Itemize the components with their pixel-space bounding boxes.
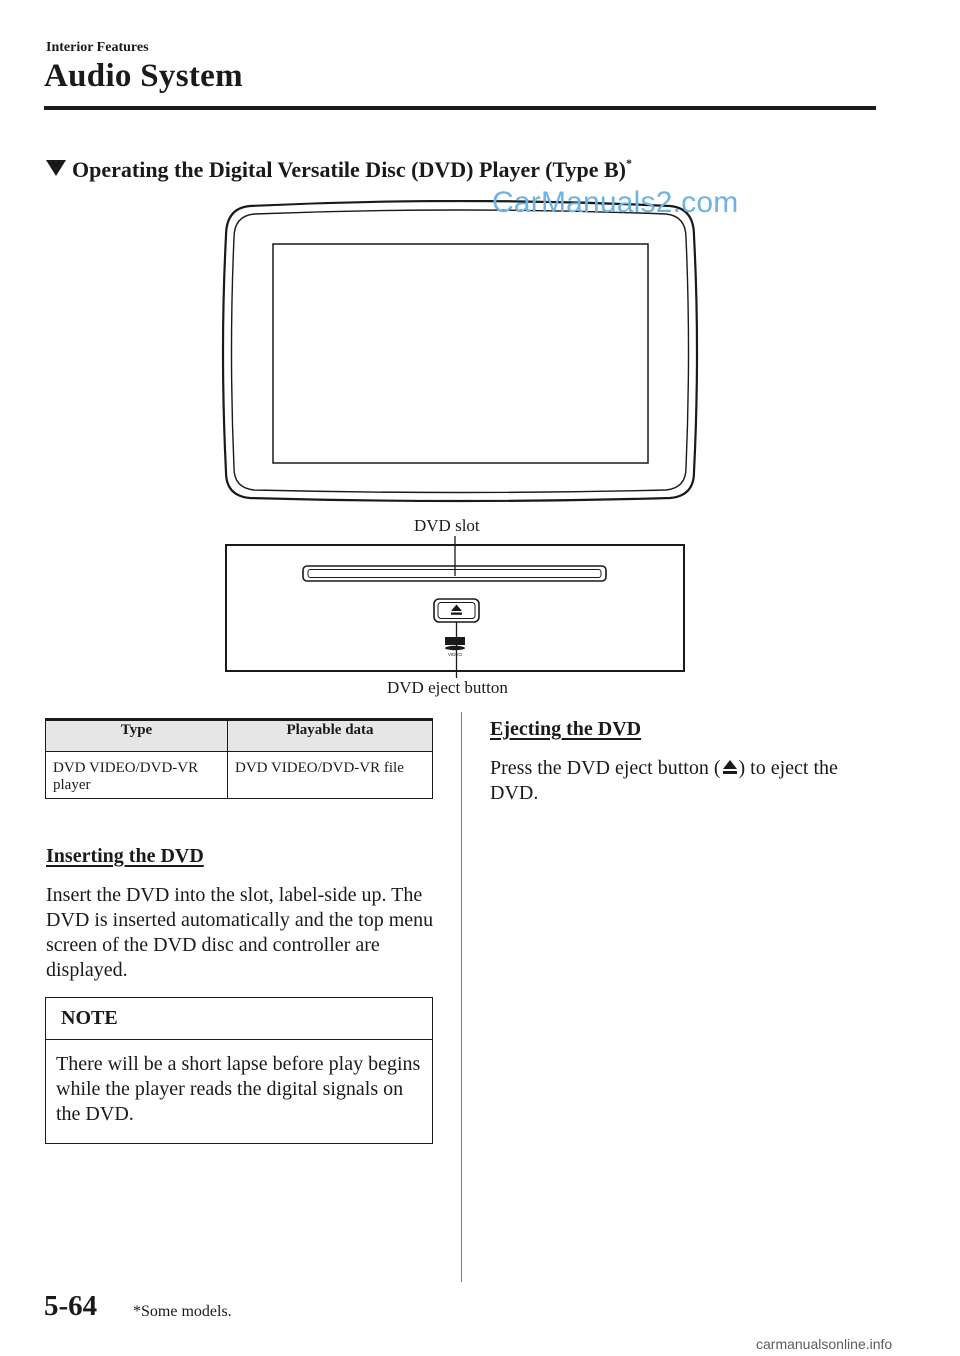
page-number: 5-64: [44, 1290, 98, 1322]
ejecting-body-text: ) to eject the DVD.: [490, 757, 838, 804]
ejecting-body: [490, 756, 885, 806]
title-rule: [44, 106, 876, 110]
table-cell: DVD VIDEO/DVD-VR file: [228, 752, 433, 799]
note-label: NOTE: [46, 998, 432, 1040]
inserting-body: Insert the DVD into the slot, label-side up. The DVD is inserted automatically and the top menu screen of the DVD disc and controller are displayed.: [46, 884, 434, 981]
section-heading-asterisk: *: [626, 156, 632, 170]
dvd-logo-icon: [445, 637, 465, 657]
playable-data-table: [45, 718, 433, 799]
svg-text:VIDEO: VIDEO: [447, 652, 463, 657]
ejecting-body-text: Press the DVD eject button (: [490, 757, 721, 779]
table-header-type: Type: [46, 720, 228, 752]
section-label: Interior Features: [46, 40, 149, 55]
page-title: Audio System: [44, 58, 243, 94]
monitor-bezel-inner: [232, 210, 689, 493]
triangle-marker-icon: [46, 160, 66, 176]
callout-dvd-slot: DVD slot: [414, 516, 480, 535]
ejecting-heading: Ejecting the DVD: [490, 718, 642, 740]
dvd-player-figure: [0, 200, 960, 710]
eject-icon: [721, 758, 739, 776]
monitor-screen: [273, 244, 648, 463]
watermark-bottom: carmanualsonline.info: [756, 1336, 893, 1352]
monitor-bezel-outer: [223, 201, 697, 501]
note-body: There will be a short lapse before play begins while the player reads the digital signals on the DVD.: [56, 1053, 421, 1125]
table-row: [46, 752, 433, 799]
section-heading: [46, 156, 632, 183]
section-heading-text: Operating the Digital Versatile Disc (DVD) Player (Type B): [72, 157, 626, 182]
inserting-heading: Inserting the DVD: [46, 845, 204, 867]
eject-icon: [451, 605, 462, 615]
callout-dvd-eject-button: DVD eject button: [387, 678, 508, 697]
table-cell: DVD VIDEO/DVD-VR player: [46, 752, 228, 799]
column-divider: [461, 712, 462, 1282]
footnote: *Some models.: [133, 1303, 232, 1320]
table-header-row: [46, 720, 433, 752]
watermark-top: CarManuals2.com: [492, 186, 739, 219]
note-box: [45, 997, 433, 1144]
table-header-playable-data: Playable data: [228, 720, 433, 752]
